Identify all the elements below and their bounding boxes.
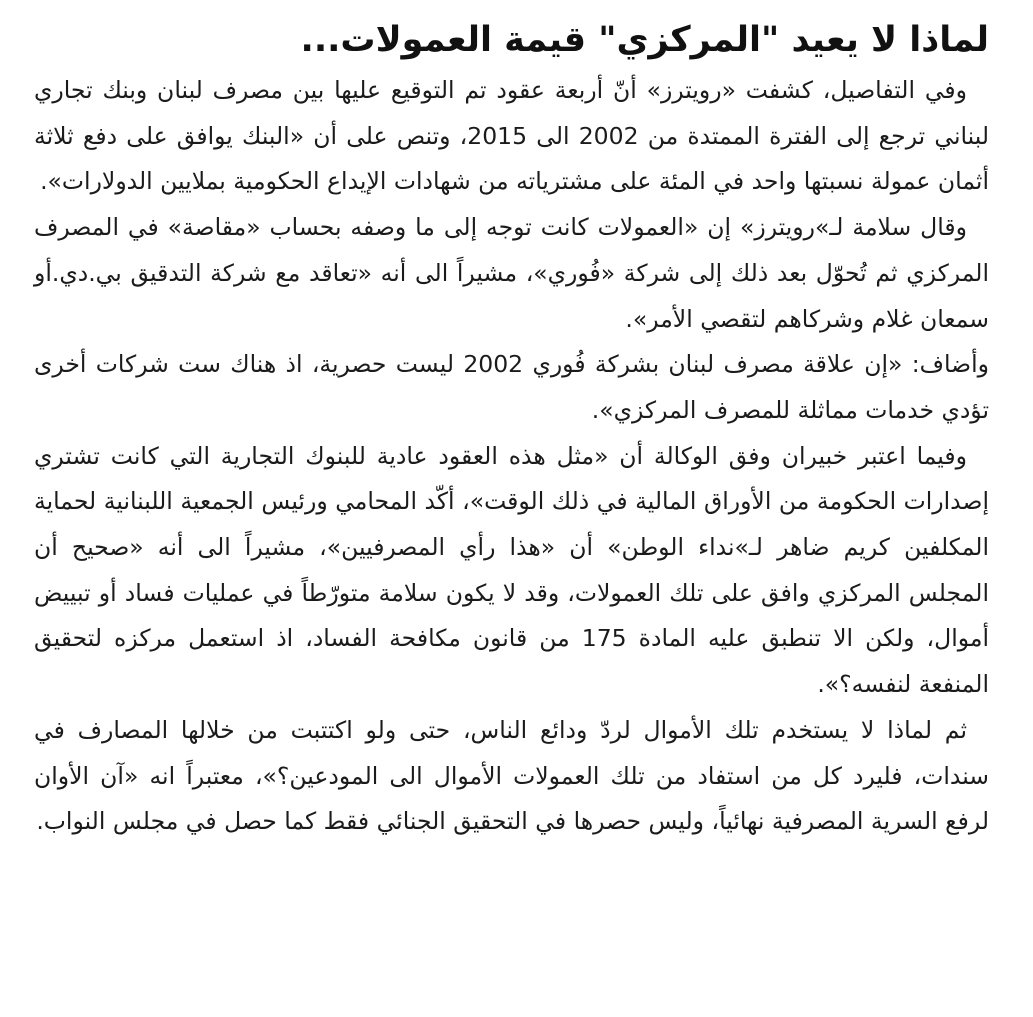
article: [34, 12, 989, 845]
article-paragraph-4: [34, 434, 989, 708]
article-paragraph-2: [34, 205, 989, 342]
paragraph-text: وفيما اعتبر خبيران وفق الوكالة أن «مثل هذه العقود عادية للبنوك التجارية التي كانت تشتري إصدارات الحكومة من الأوراق المالية في ذلك الوقت»، أكّد المحامي ورئيس الجمعية اللبنانية لحماية المكلفين كريم ضاهر لـ»نداء الوطن» أن «هذا رأي المصرفيين»، مشيراً الى أنه «صحيح أن المجلس المركزي وافق على تلك العمولات، وقد لا يكون سلامة متورّطاً في عمليات فساد أو تبييض أموال، ولكن الا تنطبق عليه المادة 175 من قانون مكافحة الفساد، اذ استعمل مركزه لتحقيق المنفعة لنفسه؟».: [34, 441, 990, 699]
paragraph-text: وقال سلامة لـ»رويترز» إن «العمولات كانت توجه إلى ما وصفه بحساب «مقاصة» في المصرف المركزي ثم تُحوّل بعد ذلك إلى شركة «فُوري»، مشيراً الى أنه «تعاقد مع شركة التدقيق بي.دي.أو سمعان غلام وشركاهم لتقصي الأمر».: [34, 213, 989, 333]
article-paragraph-1: [34, 68, 989, 205]
paragraph-text: ثم لماذا لا يستخدم تلك الأموال لردّ ودائع الناس، حتى ولو اكتتبت من خلالها المصارف في سندات، فليرد كل من استفاد من تلك العمولات الأموال الى المودعين؟»، معتبراً انه «آن الأوان لرفع السرية المصرفية نهائياً، وليس حصرها في التحقيق الجنائي فقط كما حصل في مجلس النواب.: [34, 715, 989, 836]
paragraph-text: وأضاف: «إن علاقة مصرف لبنان بشركة فُوري 2002 ليست حصرية، اذ هناك ست شركات أخرى تؤدي خدمات مماثلة للمصرف المركزي».: [34, 350, 989, 424]
article-paragraph-5: [34, 708, 989, 845]
paragraph-text: وفي التفاصيل، كشفت «رويترز» أنّ أربعة عقود تم التوقيع عليها بين مصرف لبنان وبنك تجاري لبناني ترجع إلى الفترة الممتدة من 2002 الى 2015، وتنص على أن «البنك يوافق على دفع ثلاثة أثمان عمولة نسبتها واحد في المئة على مشترياته من شهادات الإيداع الحكومية بملايين الدولارات».: [34, 76, 990, 196]
article-headline: لماذا لا يعيد "المركزي" قيمة العمولات...: [300, 20, 989, 60]
article-paragraph-3: [34, 342, 989, 433]
